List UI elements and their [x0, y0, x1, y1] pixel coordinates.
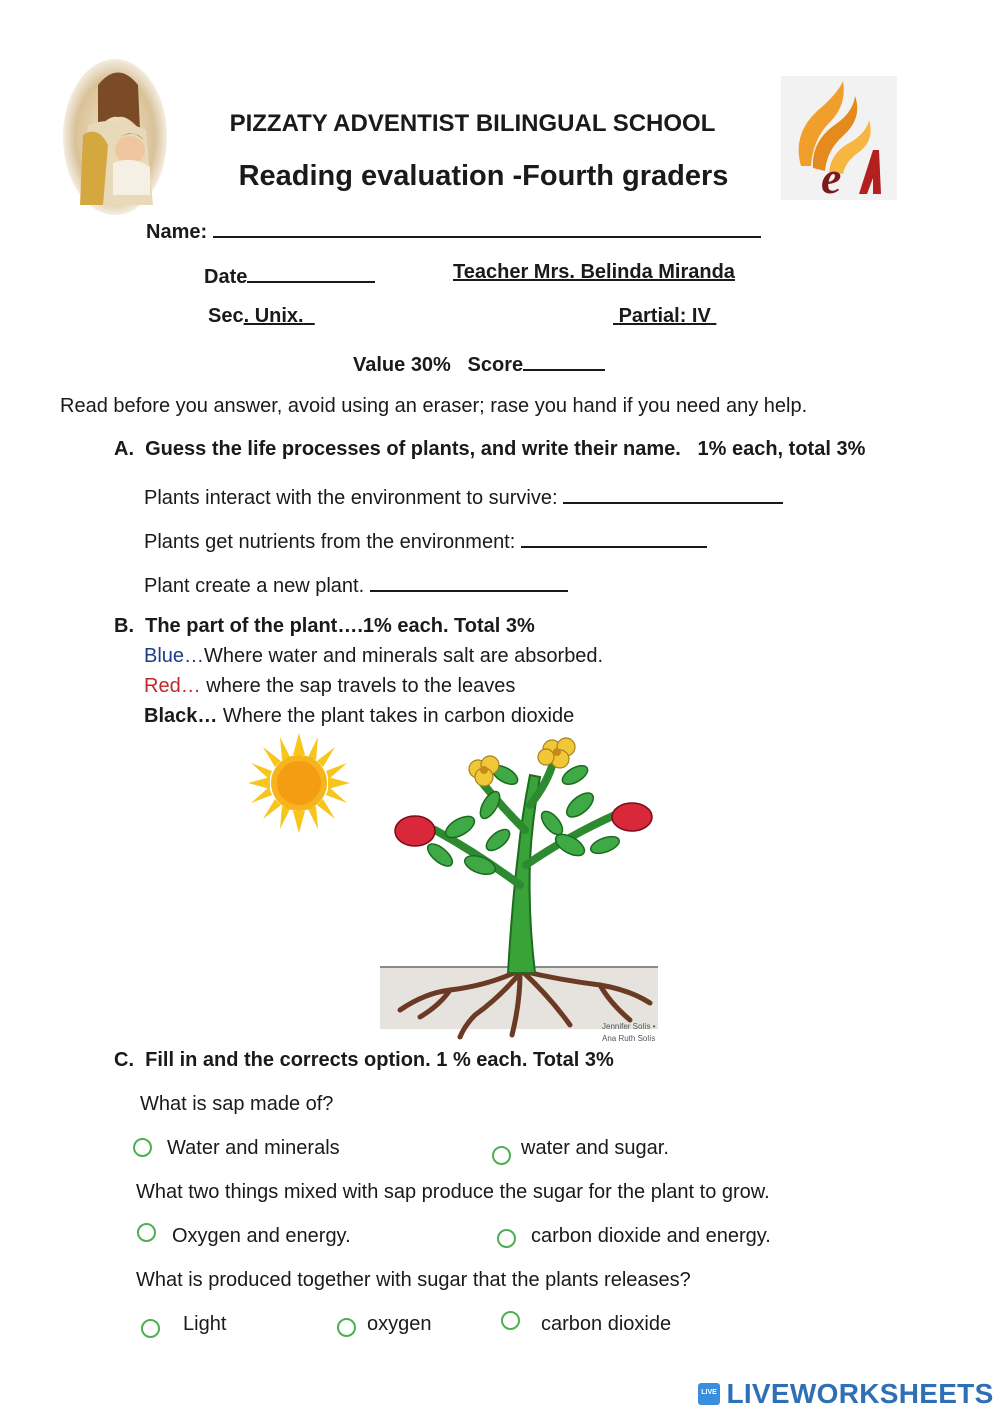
radio-c1-water-minerals[interactable] — [133, 1138, 152, 1157]
radio-c3-light[interactable] — [141, 1319, 160, 1338]
radio-c2-co2-energy[interactable] — [497, 1229, 516, 1248]
key-red-label: Red… — [144, 675, 201, 697]
section-c-letter: C. — [114, 1049, 134, 1071]
radio-c2-oxygen-energy[interactable] — [137, 1223, 156, 1242]
option-c1-1: Water and minerals — [167, 1137, 340, 1159]
key-black-label: Black… — [144, 705, 218, 727]
date-row — [204, 261, 375, 289]
partial-value: Partial: IV — [618, 305, 711, 327]
page-title: Reading evaluation -Fourth graders — [238, 160, 729, 192]
svg-text:e: e — [821, 152, 842, 200]
option-c3-3: carbon dioxide — [541, 1313, 672, 1335]
sun-image — [248, 733, 350, 833]
instructions-text: Read before you answer, avoid using an eraser; rase you hand if you need any help. — [60, 395, 808, 417]
section-b-heading — [114, 615, 535, 638]
score-label: Score — [467, 354, 524, 376]
key-blue-label: Blue… — [144, 645, 205, 667]
section-value: . Unix. — [243, 305, 304, 327]
name-blank[interactable] — [213, 216, 761, 238]
score-blank[interactable] — [523, 349, 605, 371]
section-b-title: The part of the plant….1% each. Total 3% — [145, 615, 535, 637]
option-c3-2: oxygen — [367, 1313, 432, 1335]
option-c1-2: water and sugar. — [521, 1137, 669, 1159]
option-c2-2: carbon dioxide and energy. — [531, 1225, 771, 1247]
section-c-title: Fill in and the corrects option. 1 % each. Total 3% — [145, 1049, 614, 1071]
question-c3: What is produced together with sugar that the plants releases? — [136, 1269, 691, 1291]
section-a-letter: A. — [114, 438, 134, 460]
name-label: Name: — [146, 221, 208, 243]
plant-diagram — [380, 735, 665, 1047]
name-row — [146, 216, 761, 244]
radio-c3-carbon-dioxide[interactable] — [501, 1311, 520, 1330]
section-label: Sec — [208, 305, 244, 327]
illustration-credit-2: Ana Ruth Solís — [602, 1034, 656, 1043]
key-blue: Blue…Where water and minerals salt are absorbed. — [144, 645, 604, 667]
date-blank[interactable] — [247, 261, 375, 283]
answer-a2-blank[interactable] — [521, 526, 707, 548]
question-a3: Plant create a new plant. — [144, 570, 568, 598]
radio-c1-water-sugar[interactable] — [492, 1146, 511, 1165]
question-a1: Plants interact with the environment to survive: — [144, 482, 783, 510]
value-text: Value 30% — [353, 354, 451, 376]
section-row — [208, 305, 315, 328]
question-a2: Plants get nutrients from the environment: — [144, 526, 707, 554]
section-b-letter: B. — [114, 615, 134, 637]
section-a-title: Guess the life processes of plants, and write their name. 1% each, total 3% — [145, 438, 866, 460]
value-score-row — [353, 349, 605, 377]
option-c2-1: Oxygen and energy. — [172, 1225, 351, 1247]
option-c3-1: Light — [183, 1313, 227, 1335]
school-name: PIZZATY ADVENTIST BILINGUAL SCHOOL — [229, 110, 716, 137]
brand-logo-icon: LIVE — [698, 1383, 720, 1405]
date-label: Date — [204, 266, 248, 288]
brand-name: LIVEWORKSHEETS — [726, 1378, 994, 1409]
section-a-heading — [114, 438, 865, 461]
teacher-name: Teacher Mrs. Belinda Miranda — [453, 261, 735, 283]
answer-a3-blank[interactable] — [370, 570, 568, 592]
liveworksheets-brand[interactable] — [698, 1378, 994, 1410]
key-black: Black… Where the plant takes in carbon dioxide — [144, 705, 575, 727]
radio-c3-oxygen[interactable] — [337, 1318, 356, 1337]
key-red: Red… where the sap travels to the leaves — [144, 675, 516, 697]
question-c2: What two things mixed with sap produce the sugar for the plant to grow. — [136, 1181, 770, 1203]
answer-a1-blank[interactable] — [563, 482, 783, 504]
question-c1: What is sap made of? — [140, 1093, 334, 1115]
illustration-credit-1: Jennifer Solís • — [602, 1022, 656, 1031]
section-c-heading — [114, 1049, 614, 1072]
